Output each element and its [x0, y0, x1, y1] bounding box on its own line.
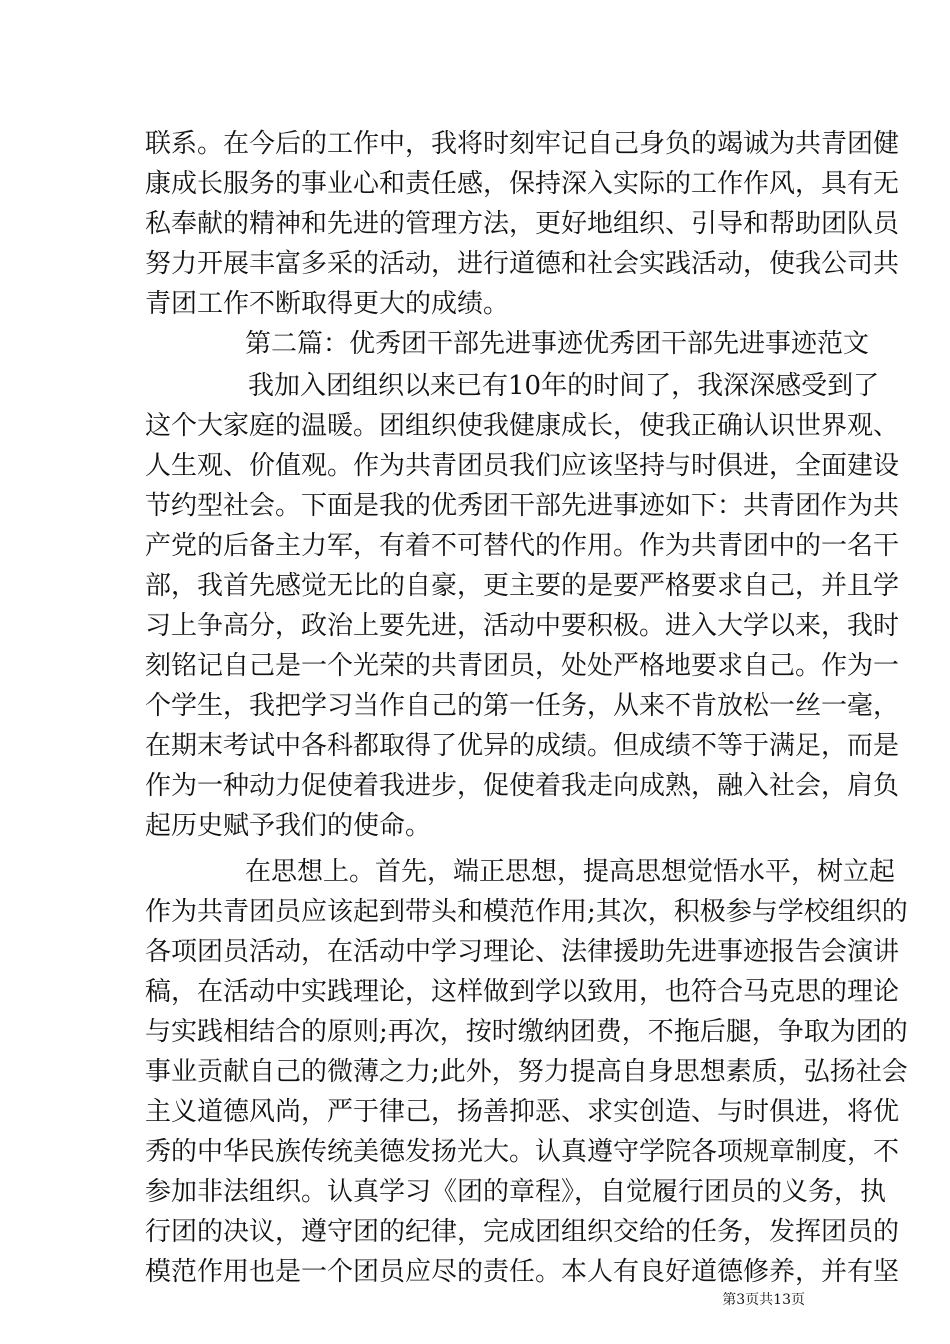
paragraph-1-line-4: 努力开展丰富多采的活动，进行道德和社会实践活动，使我公司共 — [145, 249, 900, 279]
paragraph-3-line-8: 秀的中华民族传统美德发扬光大。认真遵守学院各项规章制度，不 — [145, 1137, 900, 1167]
paragraph-3-line-3: 各项团员活动，在活动中学习理论、法律援助先进事迹报告会演讲 — [145, 937, 900, 967]
paragraph-2-line-11: 作为一种动力促使着我进步，促使着我走向成熟，融入社会，肩负 — [145, 771, 900, 801]
paragraph-1-line-5: 青团工作不断取得更大的成绩。 — [145, 289, 510, 319]
paragraph-2-line-4: 节约型社会。下面是我的优秀团干部先进事迹如下：共青团作为共 — [145, 491, 900, 521]
paragraph-2-line-1: 我加入团组织以来已有10年的时间了，我深深感受到了 — [248, 371, 880, 401]
paragraph-1-line-2: 康成长服务的事业心和责任感，保持深入实际的工作作风，具有无 — [145, 169, 900, 199]
paragraph-2-line-10: 在期末考试中各科都取得了优异的成绩。但成绩不等于满足，而是 — [145, 731, 900, 761]
paragraph-2-line-2: 这个大家庭的温暖。团组织使我健康成长，使我正确认识世界观、 — [145, 411, 900, 441]
paragraph-2-line-9: 个学生，我把学习当作自己的第一任务，从来不肯放松一丝一毫， — [145, 691, 900, 721]
paragraph-2-line-7: 习上争高分，政治上要先进，活动中要积极。进入大学以来，我时 — [145, 611, 900, 641]
page-number-footer: 第3页共13页 — [722, 1292, 805, 1308]
paragraph-3-line-10: 行团的决议，遵守团的纪律，完成团组织交给的任务，发挥团员的 — [145, 1217, 900, 1247]
paragraph-3-line-1: 在思想上。首先，端正思想，提高思想觉悟水平，树立起 — [245, 857, 896, 887]
section-heading: 第二篇：优秀团干部先进事迹优秀团干部先进事迹范文 — [245, 329, 870, 359]
paragraph-2-line-3: 人生观、价值观。作为共青团员我们应该坚持与时俱进，全面建设 — [145, 451, 900, 481]
paragraph-1-line-1: 联系。在今后的工作中，我将时刻牢记自己身负的竭诚为共青团健 — [145, 129, 900, 159]
paragraph-1-line-3: 私奉献的精神和先进的管理方法，更好地组织、引导和帮助团队员 — [145, 209, 900, 239]
paragraph-2-line-6: 部，我首先感觉无比的自豪，更主要的是要严格要求自己，并且学 — [145, 571, 900, 601]
paragraph-2-line-12: 起历史赋予我们的使命。 — [145, 811, 432, 841]
paragraph-2-line-8: 刻铭记自己是一个光荣的共青团员，处处严格地要求自己。作为一 — [145, 651, 900, 681]
paragraph-3-line-5: 与实践相结合的原则;再次，按时缴纳团费，不拖后腿，争取为团的 — [145, 1017, 908, 1047]
paragraph-3-line-6: 事业贡献自己的微薄之力;此外，努力提高自身思想素质，弘扬社会 — [145, 1057, 908, 1087]
paragraph-3-line-7: 主义道德风尚，严于律己，扬善抑恶、求实创造、与时俱进，将优 — [145, 1097, 900, 1127]
paragraph-2-line-5: 产党的后备主力军，有着不可替代的作用。作为共青团中的一名干 — [145, 531, 900, 561]
paragraph-3-line-4: 稿，在活动中实践理论，这样做到学以致用，也符合马克思的理论 — [145, 977, 900, 1007]
paragraph-3-line-9: 参加非法组织。认真学习《团的章程》，自觉履行团员的义务，执 — [145, 1177, 887, 1207]
paragraph-3-line-11: 模范作用也是一个团员应尽的责任。本人有良好道德修养，并有坚 — [145, 1257, 900, 1287]
paragraph-3-line-2: 作为共青团员应该起到带头和模范作用;其次，积极参与学校组织的 — [145, 897, 908, 927]
